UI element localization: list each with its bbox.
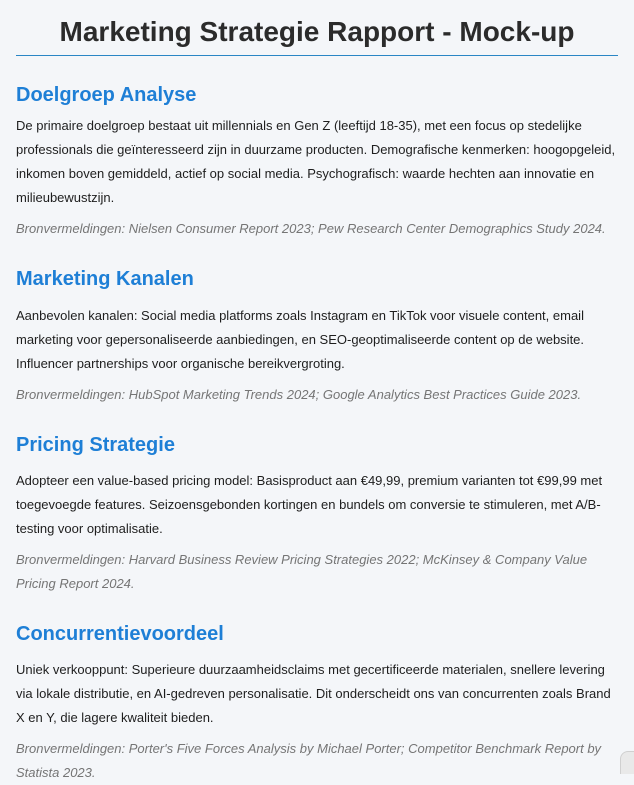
section-heading: Marketing Kanalen (16, 268, 194, 290)
section-doelgroep-analyse (16, 82, 618, 241)
section-heading: Doelgroep Analyse (16, 84, 197, 106)
section-marketing-kanalen (16, 266, 618, 407)
section-body: Uniek verkooppunt: Superieure duurzaamheidsclaims met gecertificeerde materialen, snellere levering via lokale distributie, en AI-gedreven personalisatie. Dit onderscheidt ons van concurrenten zoals Brand X en Y, die lagere kwaliteit bieden. (16, 662, 611, 725)
section-body: Aanbevolen kanalen: Social media platforms zoals Instagram en TikTok voor visuele content, email marketing voor gepersonaliseerde aanbiedingen, en SEO-geoptimaliseerde content op de website. Influencer partnerships voor organische bereikvergroting. (16, 308, 585, 371)
page-title: Marketing Strategie Rapport - Mock-up (59, 16, 575, 47)
section-heading: Pricing Strategie (16, 434, 175, 456)
section-pricing-strategie (16, 432, 618, 596)
section-concurrentievoordeel (16, 621, 618, 785)
section-references: Bronvermeldingen: Porter's Five Forces Analysis by Michael Porter; Competitor Benchmark Report by Statista 2023. (16, 741, 602, 780)
scrollbar-corner[interactable] (620, 751, 634, 774)
section-body: De primaire doelgroep bestaat uit millennials en Gen Z (leeftijd 18-35), met een focus op stedelijke professionals die geïnteresseerd zijn in duurzame producten. Demografische kenmerken: hoogopgeleid, inkomen boven gemiddeld, actief op social media. Psychografisch: waarde hechten aan innovatie en milieubewustzijn. (16, 118, 616, 205)
section-references: Bronvermeldingen: Harvard Business Review Pricing Strategies 2022; McKinsey & Company Value Pricing Report 2024. (16, 552, 588, 591)
section-heading: Concurrentievoordeel (16, 623, 224, 645)
section-references: Bronvermeldingen: Nielsen Consumer Report 2023; Pew Research Center Demographics Study 2024. (16, 221, 606, 236)
section-body: Adopteer een value-based pricing model: Basisproduct aan €49,99, premium varianten tot €99,99 met toegevoegde features. Seizoensgebonden kortingen en bundels om conversie te stimuleren, met A/B-testing voor optimalisatie. (16, 473, 603, 536)
section-references: Bronvermeldingen: HubSpot Marketing Trends 2024; Google Analytics Best Practices Guide 2023. (16, 387, 582, 402)
title-divider (16, 55, 618, 56)
